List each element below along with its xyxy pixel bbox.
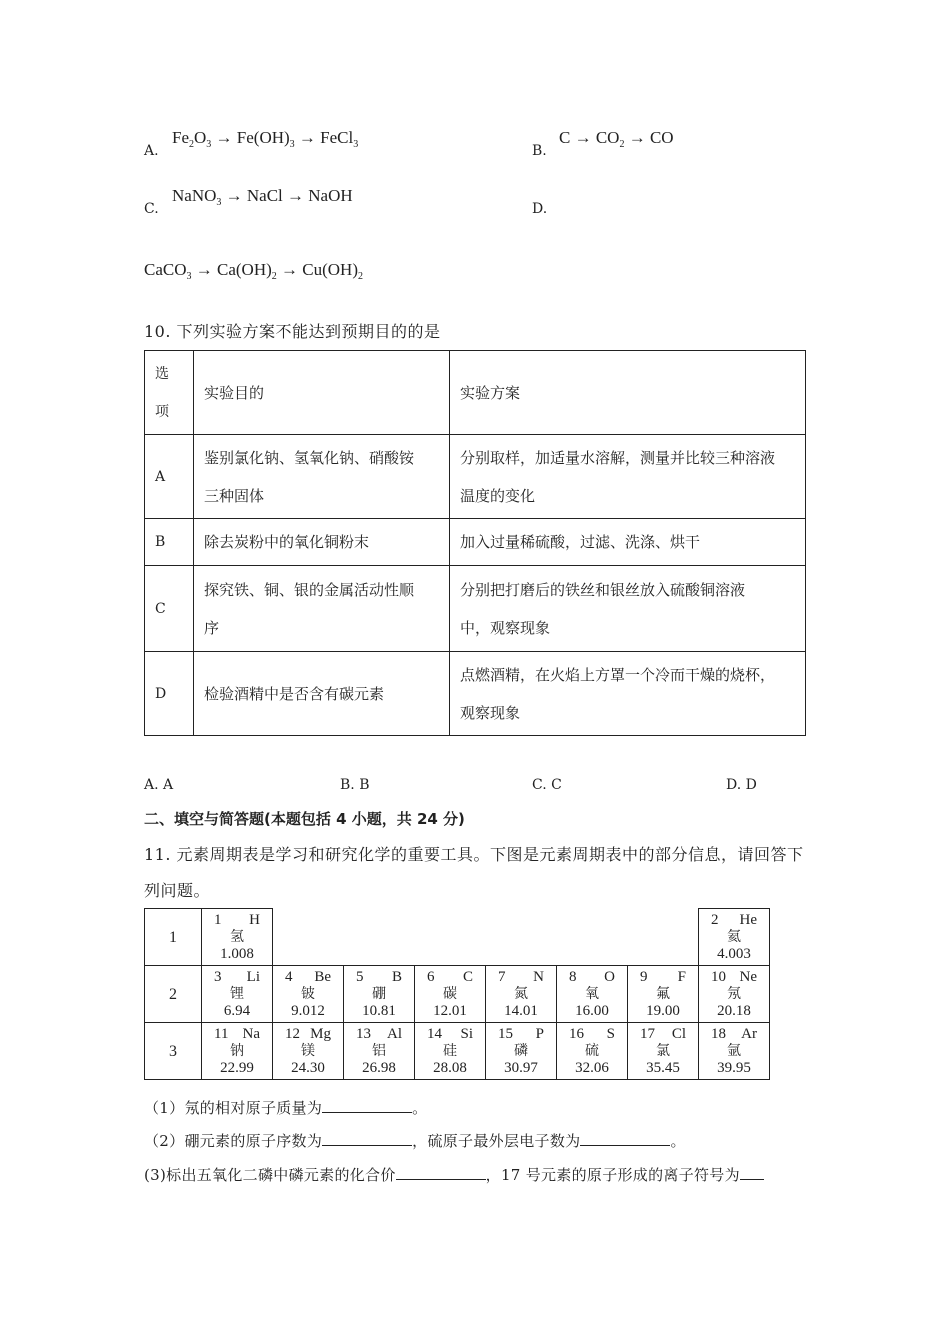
element-cell-Cl: 17 Cl 氯 35.45 [628, 1023, 699, 1080]
experiment-table [144, 350, 806, 736]
element-cell-O: 8 O 氧 16.00 [557, 966, 628, 1023]
table-row [145, 519, 806, 566]
period-row-1 [145, 909, 770, 966]
period-label: 3 [145, 1023, 202, 1080]
element-cell-He: 2 He 氦 4.003 [699, 909, 770, 966]
element-cell-H: 1 H 氢 1.008 [202, 909, 273, 966]
row-purpose: 除去炭粉中的氧化铜粉末 [194, 519, 450, 566]
table-row [145, 652, 806, 736]
element-cell-N: 7 N 氮 14.01 [486, 966, 557, 1023]
row-purpose: 鉴别氯化钠、氢氧化钠、硝酸铵 三种固体 [194, 435, 450, 519]
row-plan: 加入过量稀硫酸，过滤、洗涤、烘干 [450, 519, 806, 566]
element-cell-S: 16 S 硫 32.06 [557, 1023, 628, 1080]
option-d-letter: D. [532, 201, 548, 217]
header-option: 选 项 [145, 351, 194, 435]
period-row-3 [145, 1023, 770, 1080]
empty-gap [273, 909, 699, 966]
period-label: 1 [145, 909, 202, 966]
row-option: B [145, 519, 194, 566]
element-cell-Na: 11 Na 钠 22.99 [202, 1023, 273, 1080]
q11-sub3: (3)标出五氧化二磷中磷元素的化合价 ，17 号元素的原子形成的离子符号为 [144, 1164, 764, 1185]
answer-a: A. A [144, 777, 174, 793]
element-cell-Al: 13 Al 铝 26.98 [344, 1023, 415, 1080]
answer-blank[interactable] [396, 1165, 486, 1180]
period-row-2 [145, 966, 770, 1023]
row-plan: 分别把打磨后的铁丝和银丝放入硫酸铜溶液 中，观察现象 [450, 566, 806, 652]
answer-blank[interactable] [580, 1131, 670, 1146]
row-option: D [145, 652, 194, 736]
answer-c: C. C [532, 777, 562, 793]
row-purpose: 探究铁、铜、银的金属活动性顺 序 [194, 566, 450, 652]
row-plan: 分别取样，加适量水溶解，测量并比较三种溶液 温度的变化 [450, 435, 806, 519]
option-c-formula: NaNO$_3$ → NaCl → NaOH [172, 186, 353, 208]
option-c-letter: C. [144, 201, 159, 217]
element-cell-Ar: 18 Ar 氩 39.95 [699, 1023, 770, 1080]
q11-sub1: （1）氖的相对原子质量为 。 [144, 1099, 428, 1117]
q10-stem: 10. 下列实验方案不能达到预期目的的是 [144, 322, 441, 341]
element-cell-P: 15 P 磷 30.97 [486, 1023, 557, 1080]
q11-stem-line1: 11. 元素周期表是学习和研究化学的重要工具。下图是元素周期表中的部分信息，请回答下 [144, 845, 804, 864]
answer-blank[interactable] [322, 1098, 412, 1113]
element-cell-Mg: 12 Mg 镁 24.30 [273, 1023, 344, 1080]
element-cell-B: 5 B 硼 10.81 [344, 966, 415, 1023]
option-a-letter: A. [144, 143, 159, 159]
option-d-formula: CaCO$_3$ → $Ca(OH)_2 \to Cu(OH)_2$ [144, 260, 363, 282]
table-header-row [145, 351, 806, 435]
answer-b: B. B [340, 777, 370, 793]
section-title: 二、填空与简答题(本题包括 4 小题，共 24 分) [144, 810, 465, 828]
option-a-formula: $Fe_2O_3 \to Fe(OH)_3$ → FeCl$_3$ [172, 128, 359, 150]
element-cell-Si: 14 Si 硅 28.08 [415, 1023, 486, 1080]
element-cell-F: 9 F 氟 19.00 [628, 966, 699, 1023]
element-cell-Li: 3 Li 锂 6.94 [202, 966, 273, 1023]
row-plan: 点燃酒精，在火焰上方罩一个冷而干燥的烧杯， 观察现象 [450, 652, 806, 736]
element-cell-C: 6 C 碳 12.01 [415, 966, 486, 1023]
q11-sub2: （2）硼元素的原子序数为 ，硫原子最外层电子数为 。 [144, 1132, 686, 1150]
element-cell-Ne: 10 Ne 氖 20.18 [699, 966, 770, 1023]
row-purpose: 检验酒精中是否含有碳元素 [194, 652, 450, 736]
period-label: 2 [145, 966, 202, 1023]
header-plan: 实验方案 [450, 351, 806, 435]
periodic-table [144, 908, 770, 1080]
row-option: A [145, 435, 194, 519]
element-cell-Be: 4 Be 铍 9.012 [273, 966, 344, 1023]
table-row [145, 566, 806, 652]
answer-d: D. D [726, 777, 757, 793]
row-option: C [145, 566, 194, 652]
q11-stem-line2: 列问题。 [144, 881, 211, 900]
answer-blank[interactable] [740, 1165, 764, 1180]
answer-blank[interactable] [322, 1131, 412, 1146]
option-b-formula: $C \to CO_2$ → CO [559, 128, 674, 150]
option-b-letter: B. [532, 143, 547, 159]
table-row [145, 435, 806, 519]
header-purpose: 实验目的 [194, 351, 450, 435]
